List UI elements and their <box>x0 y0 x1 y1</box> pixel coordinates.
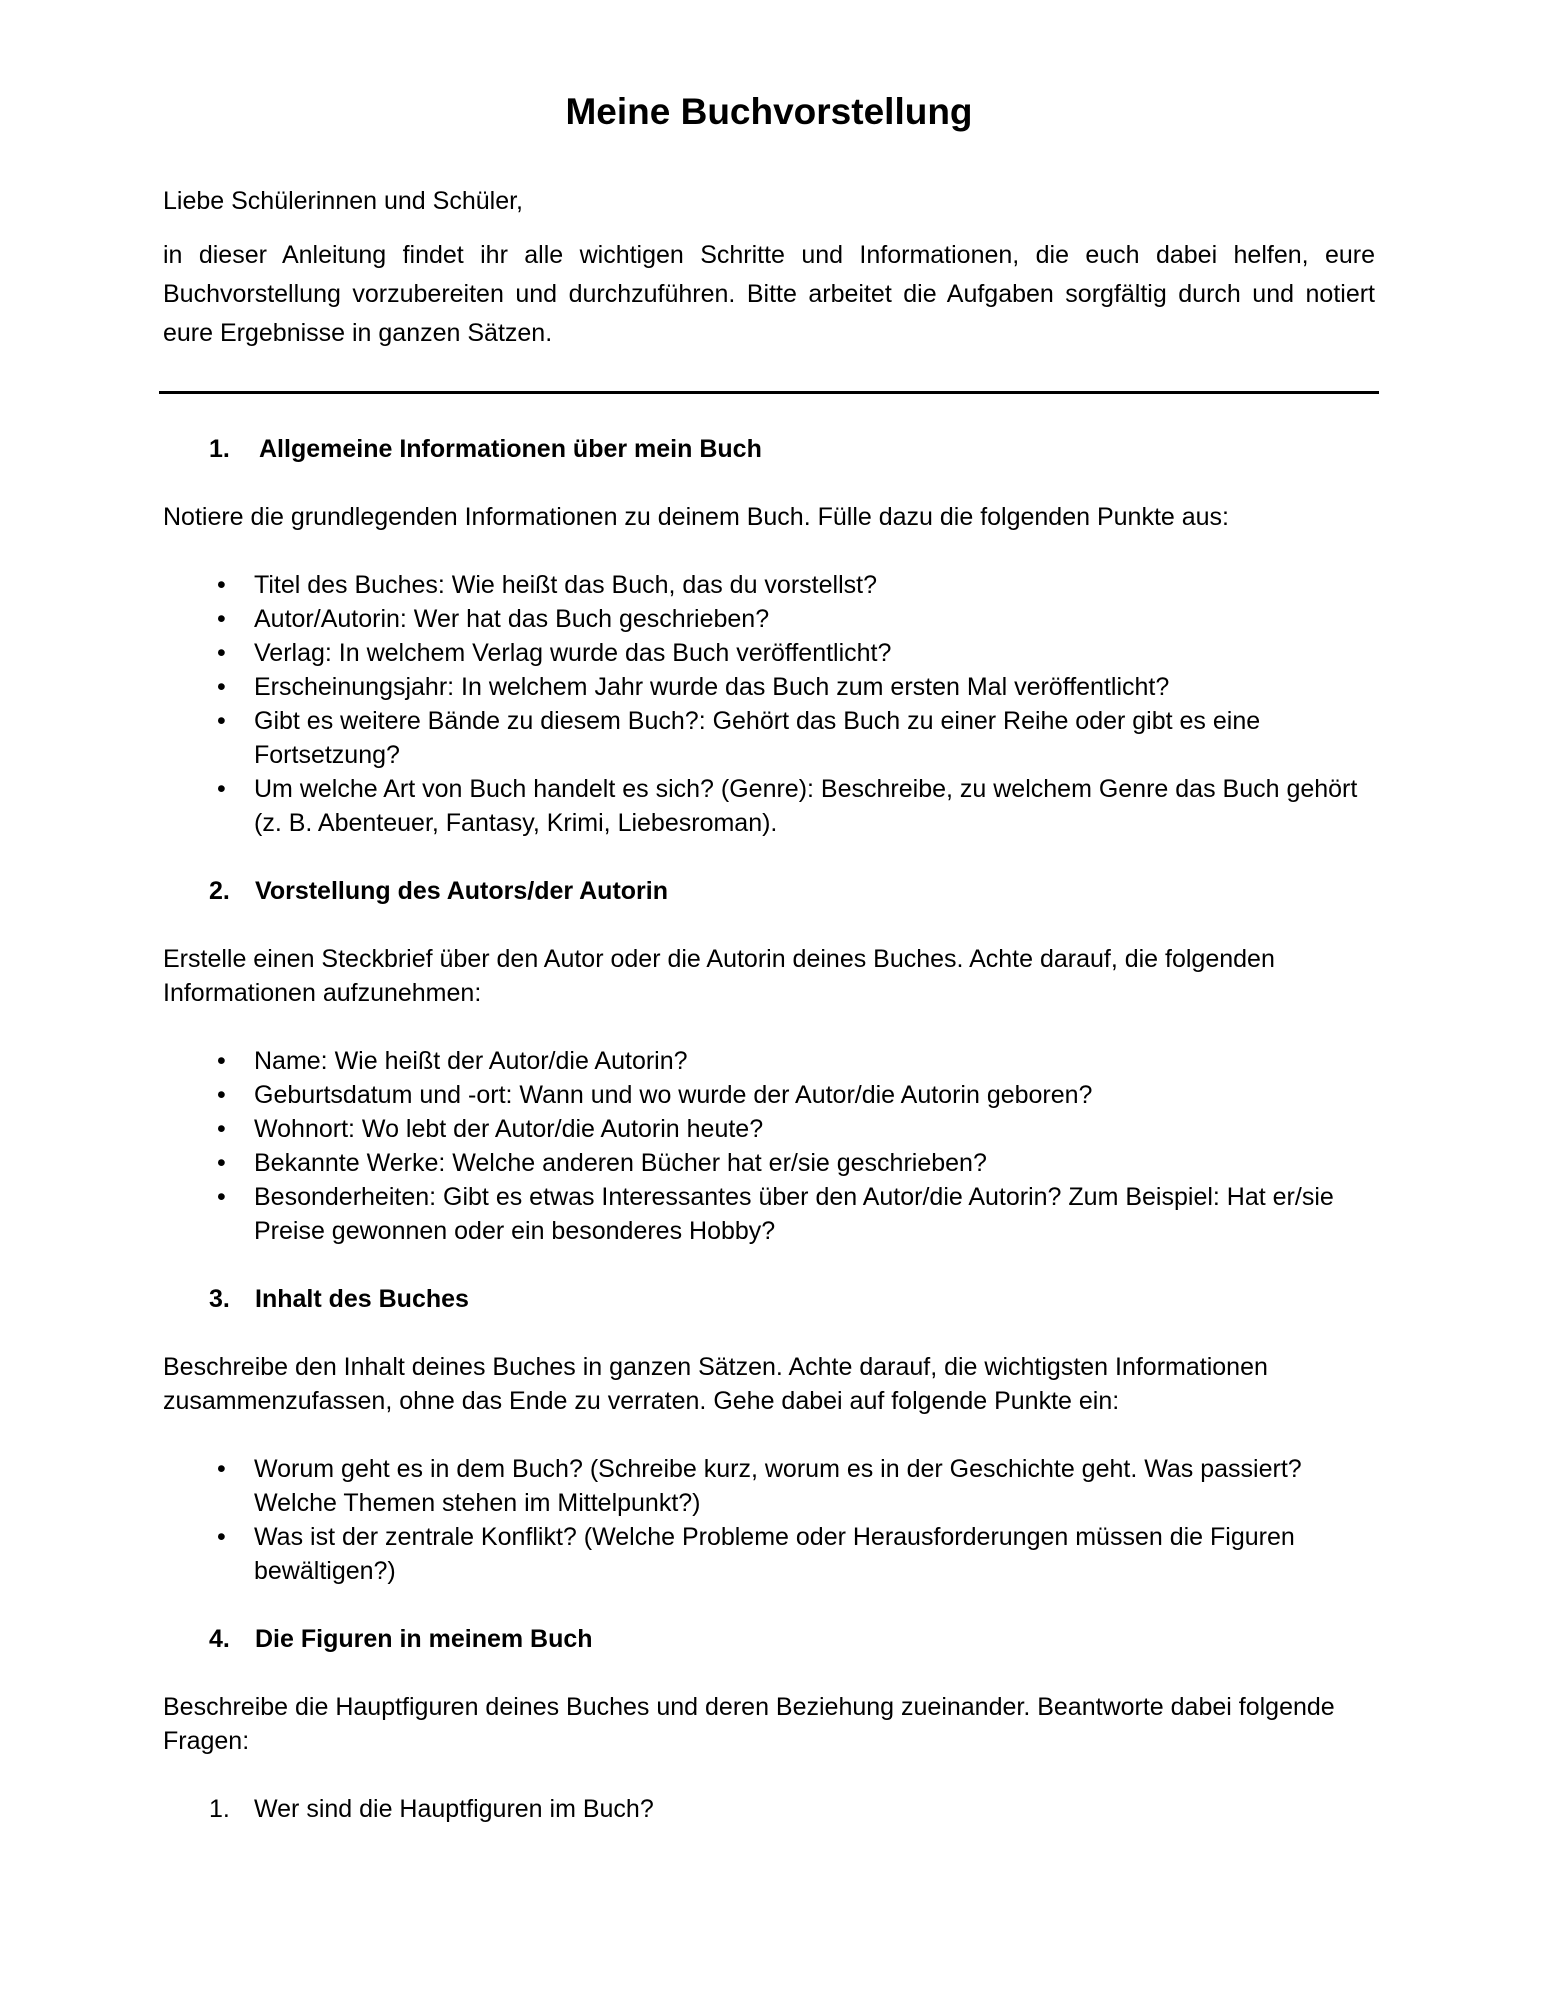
list-item: • Titel des Buches: Wie heißt das Buch, das du vorstellst? <box>163 568 1375 602</box>
section-heading-4 <box>163 1622 1375 1656</box>
bullet-icon: • <box>217 639 226 667</box>
bullet-icon: • <box>217 1081 226 1109</box>
bullet-icon: • <box>217 1149 226 1177</box>
bullet-icon: • <box>217 605 226 633</box>
section-title: Die Figuren in meinem Buch <box>255 1625 593 1653</box>
bullet-list <box>163 568 1375 840</box>
section-title: Inhalt des Buches <box>255 1285 469 1313</box>
numbered-list <box>163 1792 1375 1826</box>
section-number: 2. <box>209 877 230 905</box>
horizontal-divider <box>159 391 1379 394</box>
list-item: • Worum geht es in dem Buch? (Schreibe kurz, worum es in der Geschichte geht. Was passiert? Welche Themen stehen im Mittelpunkt?) <box>163 1452 1375 1520</box>
bullet-icon: • <box>217 775 226 803</box>
bullet-icon: • <box>217 1455 226 1483</box>
section-title: Allgemeine Informationen über mein Buch <box>259 435 762 463</box>
list-item: • Erscheinungsjahr: In welchem Jahr wurde das Buch zum ersten Mal veröffentlicht? <box>163 670 1375 704</box>
bullet-icon: • <box>217 1115 226 1143</box>
section-title: Vorstellung des Autors/der Autorin <box>255 877 668 905</box>
bullet-icon: • <box>217 707 226 735</box>
section-number: 3. <box>209 1285 230 1313</box>
list-item: • Verlag: In welchem Verlag wurde das Buch veröffentlicht? <box>163 636 1375 670</box>
list-item: • Autor/Autorin: Wer hat das Buch geschrieben? <box>163 602 1375 636</box>
page-title: Meine Buchvorstellung <box>565 91 973 132</box>
bullet-list <box>163 1044 1375 1248</box>
bullet-icon: • <box>217 1047 226 1075</box>
bullet-icon: • <box>217 673 226 701</box>
list-item: • Geburtsdatum und -ort: Wann und wo wurde der Autor/die Autorin geboren? <box>163 1078 1375 1112</box>
section-number: 4. <box>209 1625 230 1653</box>
section-description: Notiere die grundlegenden Informationen zu deinem Buch. Fülle dazu die folgenden Punkte aus: <box>163 503 1229 531</box>
section-heading-2 <box>163 874 1375 908</box>
section-heading-3 <box>163 1282 1375 1316</box>
list-item: 1. Wer sind die Hauptfiguren im Buch? <box>163 1792 1375 1826</box>
section-description: Beschreibe den Inhalt deines Buches in ganzen Sätzen. Achte darauf, die wichtigsten Informationen zusammenzufassen, ohne das Ende zu verraten. Gehe dabei auf folgende Punkte ein: <box>163 1353 1268 1415</box>
document-page <box>163 88 1375 1826</box>
list-item: • Gibt es weitere Bände zu diesem Buch?: Gehört das Buch zu einer Reihe oder gibt es eine Fortsetzung? <box>163 704 1375 772</box>
item-number: 1. <box>209 1795 230 1823</box>
list-item: • Besonderheiten: Gibt es etwas Interessantes über den Autor/die Autorin? Zum Beispiel: Hat er/sie Preise gewonnen oder ein besonderes Hobby? <box>163 1180 1375 1248</box>
list-item: • Bekannte Werke: Welche anderen Bücher hat er/sie geschrieben? <box>163 1146 1375 1180</box>
list-item: • Wohnort: Wo lebt der Autor/die Autorin heute? <box>163 1112 1375 1146</box>
list-item: • Name: Wie heißt der Autor/die Autorin? <box>163 1044 1375 1078</box>
greeting: Liebe Schülerinnen und Schüler, <box>163 187 523 215</box>
bullet-icon: • <box>217 1183 226 1211</box>
bullet-icon: • <box>217 571 226 599</box>
list-item: • Was ist der zentrale Konflikt? (Welche Probleme oder Herausforderungen müssen die Figuren bewältigen?) <box>163 1520 1375 1588</box>
section-description: Beschreibe die Hauptfiguren deines Buches und deren Beziehung zueinander. Beantworte dabei folgende Fragen: <box>163 1693 1335 1755</box>
section-description: Erstelle einen Steckbrief über den Autor oder die Autorin deines Buches. Achte darauf, die folgenden Informationen aufzunehmen: <box>163 945 1275 1007</box>
section-heading-1 <box>163 432 1375 466</box>
intro-paragraph: in dieser Anleitung findet ihr alle wichtigen Schritte und Informationen, die euch dabei helfen, eure Buchvorstellung vorzubereiten und durchzuführen. Bitte arbeitet die Aufgaben sorgfältig durch und notiert eure Ergebnisse in ganzen Sätzen. <box>163 241 1375 347</box>
bullet-icon: • <box>217 1523 226 1551</box>
bullet-list <box>163 1452 1375 1588</box>
list-item: • Um welche Art von Buch handelt es sich? (Genre): Beschreibe, zu welchem Genre das Buch gehört (z. B. Abenteuer, Fantasy, Krimi, Liebesroman). <box>163 772 1375 840</box>
section-number: 1. <box>209 435 230 463</box>
